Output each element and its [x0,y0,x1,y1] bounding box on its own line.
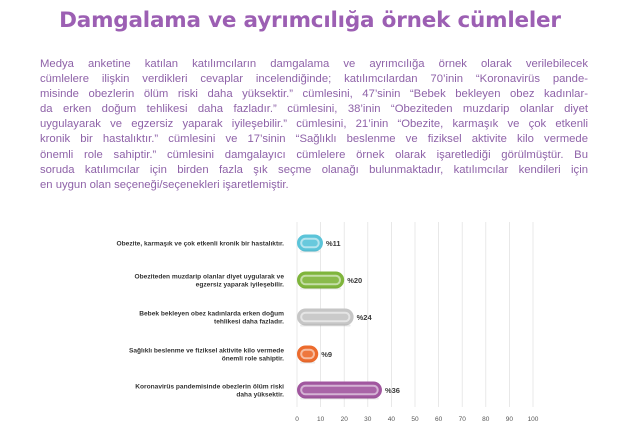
value-label: %20 [347,276,363,285]
paragraph-line: soruda katılımcılar için birden fazla şık seçme olanağı bulunmaktadır, katılımcılar kendileri için [40,163,588,176]
paragraph-line: kronik bir hastalıktır.” cümlesini ve 17’sinin “Sağlıklı beslenme ve fiziksel aktivite kilo vermede [40,133,588,146]
x-tick-label: 30 [364,416,372,423]
category-label: tehlikesi daha fazladır. [214,318,284,326]
bar-core [302,351,313,358]
x-tick-label: 80 [482,416,490,423]
bar-shadow [300,325,351,327]
bar-core [302,277,339,284]
bar-shadow [300,288,341,290]
page-title: Damgalama ve ayrımcılığa örnek cümleler [59,8,561,33]
value-label: %11 [325,239,341,248]
x-tick-label: 20 [340,416,348,423]
category-label: Obeziteden muzdarip olanlar diyet uygularak ve [134,273,284,281]
x-tick-label: 0 [295,416,299,423]
bar-core [302,314,348,321]
value-label: %9 [321,350,333,359]
x-tick-label: 60 [434,416,443,423]
category-label: Koronavirüs pandemisinde obezlerin ölüm riski [135,383,284,391]
category-label: egzersiz yaparak iyileşebilir. [195,281,284,289]
x-tick-label: 100 [527,416,539,423]
category-label: Bebek bekleyen obez kadınlarda erken doğum [139,310,284,318]
paragraph-line: da erken doğum tehlikesi daha fazladır.” cümlesini, 38’inin “Obeziteden muzdarip olanlar diyet [40,103,588,116]
bar-shadow [300,251,320,253]
x-tick-label: 70 [458,416,466,423]
paragraph-line: misinde obezlerin ölüm riski daha yüksektir.” cümlesini, 47’sinin “Bebek bekleyen obez kadınlar- [40,88,588,101]
x-tick-label: 40 [387,416,396,423]
paragraph-line: Medya anketine katılan katılımcıların damgalama ve ayrımcılığa örnek olarak verilebilecek [40,58,588,70]
value-label: %24 [356,313,372,322]
paragraph-line: uygulayarak ve egzersiz yaparak iyileşebilir.” cümlesini, 21’inin “Obezite, karmaşık ve çok etkenli [40,118,588,131]
value-label: %36 [384,386,400,395]
x-tick-label: 10 [316,416,325,423]
paragraph-line: cümlelere ilişkin verdikleri cevaplar incelendiğinde; katılımcılardan 70’inin “Koronavirüs pande- [40,73,588,86]
category-label: daha yüksektir. [236,391,284,399]
bar-core [302,387,377,394]
category-label: önemli role sahiptir. [221,355,284,363]
category-label: Obezite, karmaşık ve çok etkenli kronik bir hastalıktır. [116,240,284,248]
bar-shadow [300,398,379,400]
paragraph-line: önemli role sahiptir.” cümlesini damgalayıcı cümlelere örnek olarak işaretlediği görülmüştür. Bu [40,148,588,161]
x-tick-label: 50 [411,416,419,423]
bar-shadow [300,362,315,364]
category-label: Sağlıklı beslenme ve fiziksel aktivite kilo vermede [128,347,284,355]
x-tick-label: 90 [505,416,514,423]
bar-core [302,240,318,247]
paragraph-line: en uygun olan seçeneği/seçenekleri işaretlemiştir. [40,178,289,191]
